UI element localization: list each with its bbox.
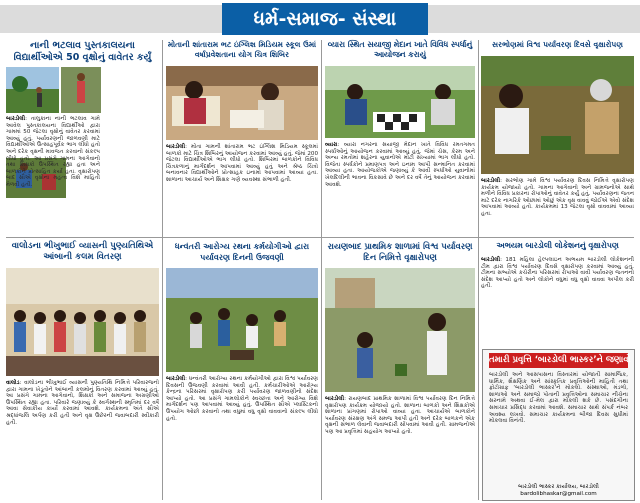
story-text: : સરભોણ ગામે વિશ્વ પર્યાવરણ દિવસ નિમિત્તે વૃક્ષારોપણ કાર્યક્રમ યોજાયો હતો. ગામના આગેવાનો અને ગ્રામજનોએ સાથે મળીને વિવિધ પ્રકારના રોપાઓનું વાવેતર કર્યું હતું. પર્યાવરણના જતન માટે દરેક નાગરિકે ઓછામાં ઓછું એક વૃક્ષ વાવવું જોઈએ એવો સંદેશ આપવામાં આવ્યો હતો. કાર્યક્રમમાં 13 જેટલા વૃક્ષો વાવવામાં આવ્યા હતા.: [481, 178, 634, 217]
story-dateline: બારડોલી: [481, 257, 501, 263]
column-divider: [162, 40, 163, 500]
story-abhayam: [481, 241, 634, 345]
story-sarbhon: [481, 40, 634, 234]
story-headline: મોતાની શાંતારામ ભટ ઇંગ્લિશ મિડિયમ સ્કૂલ ઉમાં વર્ષાપ્રવેશતાના યોગ ચિત્ર શિબિર: [167, 40, 317, 59]
story-dateline: વ્યારા: [325, 142, 338, 148]
section-title: ધર્મ-સમાજ- સંસ્થા: [222, 3, 428, 35]
story-photo: [325, 268, 475, 392]
infobox-address: બારડોલી ભાસ્કર કાર્યાલય, બારડોલી: [518, 484, 599, 490]
story-body: [6, 116, 100, 188]
reader-activity-box: [482, 349, 635, 501]
infobox-title: તમારી પ્રવૃત્તિ ‘બારડોલી ભાસ્કર’ને જણાવો: [489, 353, 628, 368]
story-photo: [481, 56, 634, 174]
story-photo: [166, 268, 318, 372]
story-dateline: વાલોડ: [6, 380, 20, 386]
infobox-contact: [483, 484, 634, 498]
story-body: [166, 376, 318, 499]
story-text: : વાલોડના ભીખુભાઈ વ્યાસની પુણ્યતિથિ નિમિત્તે પરિવારજનો દ્વારા ગામના ખેડૂતોને આંબાની કલમોનું વિતરણ કરવામાં આવ્યું હતું. આ પ્રસંગે ગામના આગેવાનો, શિક્ષકો અને સમાજના અગ્રણીઓ ઉપસ્થિત રહ્યા હતા. પરિવારે જણાવ્યું કે સ્વર્ગસ્થની સ્મૃતિમાં દર વર્ષે આવા સેવાકીય કાર્યો કરવામાં આવશે. કાર્યક્રમના અંતે સૌએ શ્રદ્ધાંજલિ અર્પણ કરી હતી અને વૃક્ષ ઉછેરની જવાબદારી સ્વીકારી હતી.: [6, 380, 159, 426]
story-headline: ધન્વંતરી આરોગ્ય રથના કર્મયોગીઓ દ્વારા પર્યાવરણ દિનની ઉજવણી: [174, 242, 310, 262]
story-text: : રાયણબાદ પ્રાથમિક શાળામાં વિશ્વ પર્યાવરણ દિન નિમિત્તે વૃક્ષારોપણ કાર્યક્રમ યોજાયો હતો. શાળાના બાળકો અને શિક્ષકોએ શાળાના પ્રાંગણમાં રોપાઓ વાવ્યા હતા. આચાર્યએ બાળકોને પર્યાવરણ સંરક્ષણ અંગે સમજ આપી હતી અને દરેક બાળકને એક વૃક્ષની સંભાળ લેવાની જવાબદારી સોંપવામાં આવી હતી. ગ્રામજનોએ પણ આ પ્રવૃત્તિમાં સહયોગ આપ્યો હતો.: [325, 396, 475, 435]
infobox-email[interactable]: bardolibhaskar@gmail.com: [520, 491, 597, 497]
story-headline: વાલોડના ભીખુભાઈ વ્યાસની પુણ્યતિથિએ આંબાની કલમ વિતરણ: [11, 241, 154, 262]
story-rayanbad: [325, 241, 475, 499]
story-pustakalay: [6, 40, 159, 234]
story-photo: [6, 268, 159, 376]
story-text: : ધન્વંતરી આરોગ્ય રથના કર્મયોગીઓ દ્વારા વિશ્વ પર્યાવરણ દિવસની ઉજવણી કરવામાં આવી હતી. કર્મચારીઓએ આરોગ્ય કેન્દ્રના પરિસરમાં વૃક્ષારોપણ કરી પર્યાવરણ જાળવણીનો સંદેશ આપ્યો હતો. આ પ્રસંગે ગામલોકોને સ્વચ્છતા અને આરોગ્ય વિશે માર્ગદર્શન પણ આપવામાં આવ્યું હતું. ઉપસ્થિત સૌએ પ્લાસ્ટિકનો ઉપયોગ ઓછો કરવાનો તથા વધુમાં વધુ વૃક્ષો વાવવાનો સંકલ્પ લીધો હતો.: [166, 376, 318, 422]
story-headline: રાયણબાદ પ્રાથમિક શાળામાં વિશ્વ પર્યાવરણ દિન નિમિત્તે વૃક્ષારોપણ: [327, 241, 473, 262]
story-photo: [61, 67, 101, 113]
story-dateline: બારડોલી: [325, 396, 345, 402]
story-photo: [6, 67, 59, 113]
story-body: [6, 380, 159, 499]
story-dateline: બારડોલી: [6, 116, 26, 122]
story-body: [325, 396, 475, 499]
story-dhanvantari: [166, 241, 318, 499]
story-valod: [6, 241, 159, 499]
story-headline: વ્યારા સ્થિત સયાજી મેદાન ખાતે વિવિધ સ્પર્ધાનું આયોજન કરાયું: [327, 40, 473, 59]
infobox-body: બારડોલી અને આસપાસના વિસ્તારમાં યોજાતી સામાજિક, ધાર્મિક, શૈક્ષણિક અને સાંસ્કૃતિક પ્રવૃત્તિઓની માહિતી તથા ફોટોગ્રાફ ‘બારડોલી ભાસ્કર’ને મોકલો. સંસ્થાઓ, મંડળો, શાળાઓ અને સમાજો પોતાની પ્રવૃત્તિઓના સમાચાર નીચેના સરનામે અથવા ઈ-મેલ દ્વારા મોકલી શકે છે. પસંદગીના સમાચાર પ્રસિદ્ધ કરવામાં આવશે. સમાચાર સાથે સંપર્ક નંબર અવશ્ય લખવો. સમાચાર કાર્યક્રમના બીજા દિવસ સુધીમાં મોકલવા વિનંતી.: [489, 372, 628, 425]
story-dateline: બારડોલી: [166, 144, 186, 150]
story-body: [166, 144, 318, 234]
column-divider: [321, 40, 322, 500]
story-headline: અભયમ બારડોલી લોકેશનનું વૃક્ષારોપણ: [496, 241, 619, 250]
story-text: : મોતા ગામની શાંતારામ ભટ ઇંગ્લિશ મિડિયમ સ્કૂલમાં બાળકો માટે ચિત્ર શિબિરનું આયોજન કરવામાં આવ્યું હતું. જેમાં 200 જેટલા વિદ્યાર્થીઓએ ભાગ લીધો હતો. શિબિરમાં બાળકોને વિવિધ ચિત્રકળાનું માર્ગદર્શન આપવામાં આવ્યું હતું અને શ્રેષ્ઠ ચિત્રો બનાવનાર વિદ્યાર્થીઓને પ્રોત્સાહક ઇનામો આપવામાં આવ્યા હતા. શાળાના આચાર્ય અને શિક્ષક ગણે વ્યવસ્થા સંભાળી હતી.: [166, 144, 318, 183]
story-body-continued: [68, 200, 159, 234]
story-body: [325, 142, 475, 234]
story-body: [481, 178, 634, 234]
row-divider: [6, 237, 634, 238]
story-dateline: બારડોલી: [166, 376, 186, 382]
story-dateline: બારડોલી: [481, 178, 501, 184]
story-photo: [166, 66, 318, 140]
story-text: : વ્યારા નગરના સયાજી મેદાન ખાતે વિવિધ રમતગમત સ્પર્ધાઓનું આયોજન કરવામાં આવ્યું હતું. જેમાં ચેસ, કેરમ અને અન્ય રમતોમાં શહેરના યુવાનોએ મોટી સંખ્યામાં ભાગ લીધો હતો. વિજેતા સ્પર્ધકોને પ્રમાણપત્ર અને ઇનામ આપી સન્માનિત કરવામાં આવ્યા હતા. આયોજકોએ જણાવ્યું કે આવી સ્પર્ધાઓ યુવાનોમાં ખેલદિલીની ભાવના વિકસાવે છે અને દર વર્ષે તેનું આયોજન કરવામાં આવશે.: [325, 142, 475, 188]
story-text: : તાલુકાના નાની ભટલાવ ગામે આવેલ પુસ્તકાલયના વિદ્યાર્થીઓ દ્વારા ગામમાં 50 જેટલા વૃક્ષોનું વાવેતર કરવામાં આવ્યું હતું. પર્યાવરણની જાળવણી માટે વિદ્યાર્થીઓએ ઉત્સાહપૂર્વક ભાગ લીધો હતો અને દરેક વૃક્ષની માવજત કરવાનો સંકલ્પ લીધો હતો. આ પ્રસંગે ગામના આગેવાનો તથા શિક્ષકો ઉપસ્થિત રહ્યા હતા અને બાળકોને પ્રોત્સાહિત કર્યા હતા. વૃક્ષારોપણ બાદ સૌએ વૃક્ષોના મહત્વ વિશે માહિતી મેળવી હતી.: [6, 116, 100, 188]
story-chitra-shibir: [166, 40, 318, 234]
story-body-side: [104, 67, 159, 197]
column-divider: [478, 40, 479, 500]
story-headline: નાની ભટલાવ પુસ્તકાલયના વિદ્યાર્થીઓએ 50 વૃક્ષોનું વાવેતર કર્યું: [13, 40, 152, 63]
story-sayaji-medan: [325, 40, 475, 234]
story-photo: [325, 66, 475, 138]
story-body: [481, 257, 634, 345]
story-text: : 181 મહિલા હેલ્પલાઇન અભયમ બારડોલી લોકેશનની ટીમ દ્વારા વિશ્વ પર્યાવરણ દિવસે વૃક્ષારોપણ કરવામાં આવ્યું હતું. ટીમના સભ્યોએ કચેરીના પરિસરમાં રોપાઓ વાવી પર્યાવરણ જતનનો સંદેશ આપ્યો હતો અને લોકોને વધુમાં વધુ વૃક્ષો વાવવા અપીલ કરી હતી.: [481, 257, 634, 290]
story-headline: સરભોણમાં વિશ્વ પર્યાવરણ દિવસે વૃક્ષારોપણ: [492, 40, 623, 49]
masthead: [0, 0, 640, 36]
